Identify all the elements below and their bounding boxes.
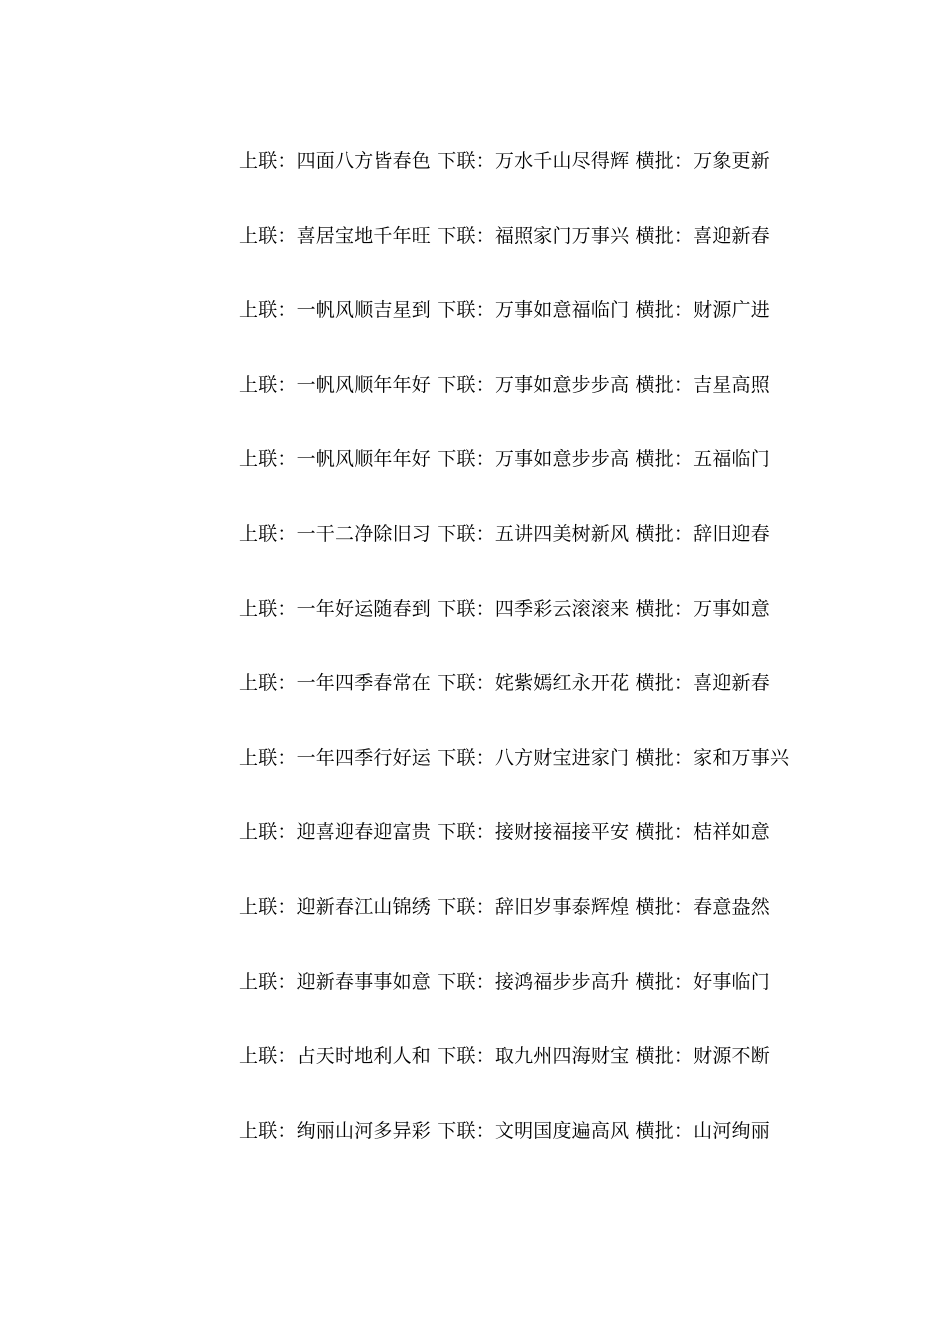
upper-couplet: 迎新春事事如意 — [296, 970, 432, 993]
lower-label: 下联： — [437, 150, 495, 172]
lower-label: 下联： — [437, 1119, 495, 1142]
couplet-line — [239, 219, 789, 294]
upper-couplet: 一年四季春常在 — [296, 672, 432, 695]
upper-label: 上联： — [239, 299, 297, 322]
banner-label: 横批： — [635, 895, 694, 918]
upper-label: 上联： — [239, 672, 297, 695]
banner-text: 好事临门 — [693, 970, 770, 993]
upper-couplet: 一帆风顺吉星到 — [296, 299, 432, 322]
upper-label: 上联： — [239, 373, 297, 396]
couplet-line — [239, 1039, 789, 1114]
banner-label: 横批： — [635, 821, 694, 844]
lower-couplet: 文明国度遍高风 — [494, 1119, 630, 1142]
banner-label: 横批： — [635, 1045, 694, 1068]
lower-couplet: 四季彩云滚滚来 — [494, 597, 630, 620]
upper-couplet: 占天时地利人和 — [296, 1045, 432, 1068]
upper-couplet: 一年四季行好运 — [296, 746, 432, 769]
couplet-line — [239, 965, 789, 1040]
upper-couplet: 迎新春江山锦绣 — [296, 895, 432, 918]
lower-label: 下联： — [437, 1045, 495, 1068]
banner-text: 辞旧迎春 — [693, 522, 770, 545]
banner-label: 横批： — [635, 522, 694, 545]
upper-couplet: 迎喜迎春迎富贵 — [296, 821, 432, 844]
upper-couplet: 一年好运随春到 — [296, 597, 432, 620]
couplet-line — [239, 592, 789, 667]
banner-text: 喜迎新春 — [693, 672, 770, 695]
upper-label: 上联： — [239, 522, 297, 545]
banner-text: 喜迎新春 — [693, 224, 770, 247]
lower-label: 下联： — [437, 970, 495, 993]
banner-label: 横批： — [635, 746, 694, 769]
couplet-line — [239, 517, 789, 592]
couplet-line — [239, 293, 789, 368]
banner-label: 横批： — [635, 672, 694, 695]
banner-label: 横批： — [635, 150, 694, 172]
couplet-line — [239, 815, 789, 890]
lower-couplet: 五讲四美树新风 — [494, 522, 630, 545]
couplet-line — [239, 442, 789, 517]
lower-couplet: 取九州四海财宝 — [494, 1045, 630, 1068]
upper-couplet: 一干二净除旧习 — [296, 522, 432, 545]
couplet-line — [239, 1114, 789, 1189]
lower-couplet: 接鸿福步步高升 — [494, 970, 630, 993]
banner-text: 桔祥如意 — [693, 821, 770, 844]
lower-couplet: 万水千山尽得辉 — [494, 150, 630, 172]
couplet-line — [239, 666, 789, 741]
lower-label: 下联： — [437, 522, 495, 545]
couplet-line — [239, 144, 789, 219]
lower-couplet: 辞旧岁事泰辉煌 — [494, 895, 630, 918]
lower-label: 下联： — [437, 299, 495, 322]
banner-text: 五福临门 — [693, 448, 770, 471]
lower-couplet: 八方财宝进家门 — [494, 746, 630, 769]
banner-text: 财源广进 — [693, 299, 770, 322]
upper-label: 上联： — [239, 895, 297, 918]
upper-label: 上联： — [239, 224, 297, 247]
banner-text: 家和万事兴 — [693, 746, 790, 769]
upper-label: 上联： — [239, 150, 297, 172]
lower-label: 下联： — [437, 448, 495, 471]
lower-label: 下联： — [437, 821, 495, 844]
couplet-line — [239, 368, 789, 443]
banner-label: 横批： — [635, 373, 694, 396]
banner-label: 横批： — [635, 970, 694, 993]
lower-couplet: 福照家门万事兴 — [494, 224, 630, 247]
banner-text: 财源不断 — [693, 1045, 770, 1068]
lower-couplet: 姹紫嫣红永开花 — [494, 672, 630, 695]
upper-label: 上联： — [239, 821, 297, 844]
banner-text: 春意盎然 — [693, 895, 770, 918]
upper-label: 上联： — [239, 1119, 297, 1142]
couplet-line — [239, 890, 789, 965]
banner-label: 横批： — [635, 448, 694, 471]
lower-label: 下联： — [437, 672, 495, 695]
banner-text: 万事如意 — [693, 597, 770, 620]
upper-couplet: 四面八方皆春色 — [296, 150, 432, 172]
lower-label: 下联： — [437, 597, 495, 620]
lower-couplet: 万事如意步步高 — [494, 448, 630, 471]
upper-label: 上联： — [239, 746, 297, 769]
upper-label: 上联： — [239, 448, 297, 471]
lower-label: 下联： — [437, 224, 495, 247]
banner-label: 横批： — [635, 597, 694, 620]
banner-label: 横批： — [635, 224, 694, 247]
lower-couplet: 接财接福接平安 — [494, 821, 630, 844]
lower-label: 下联： — [437, 373, 495, 396]
upper-couplet: 绚丽山河多异彩 — [296, 1119, 432, 1142]
upper-label: 上联： — [239, 1045, 297, 1068]
lower-couplet: 万事如意步步高 — [494, 373, 630, 396]
banner-label: 横批： — [635, 299, 694, 322]
banner-text: 万象更新 — [693, 150, 770, 172]
couplet-line — [239, 741, 789, 816]
banner-text: 山河绚丽 — [693, 1119, 770, 1142]
upper-couplet: 喜居宝地千年旺 — [296, 224, 432, 247]
upper-couplet: 一帆风顺年年好 — [296, 373, 432, 396]
lower-label: 下联： — [437, 746, 495, 769]
banner-label: 横批： — [635, 1119, 694, 1142]
upper-label: 上联： — [239, 597, 297, 620]
lower-couplet: 万事如意福临门 — [494, 299, 630, 322]
lower-label: 下联： — [437, 895, 495, 918]
banner-text: 吉星高照 — [693, 373, 770, 396]
upper-couplet: 一帆风顺年年好 — [296, 448, 432, 471]
couplet-list — [239, 144, 789, 1188]
upper-label: 上联： — [239, 970, 297, 993]
